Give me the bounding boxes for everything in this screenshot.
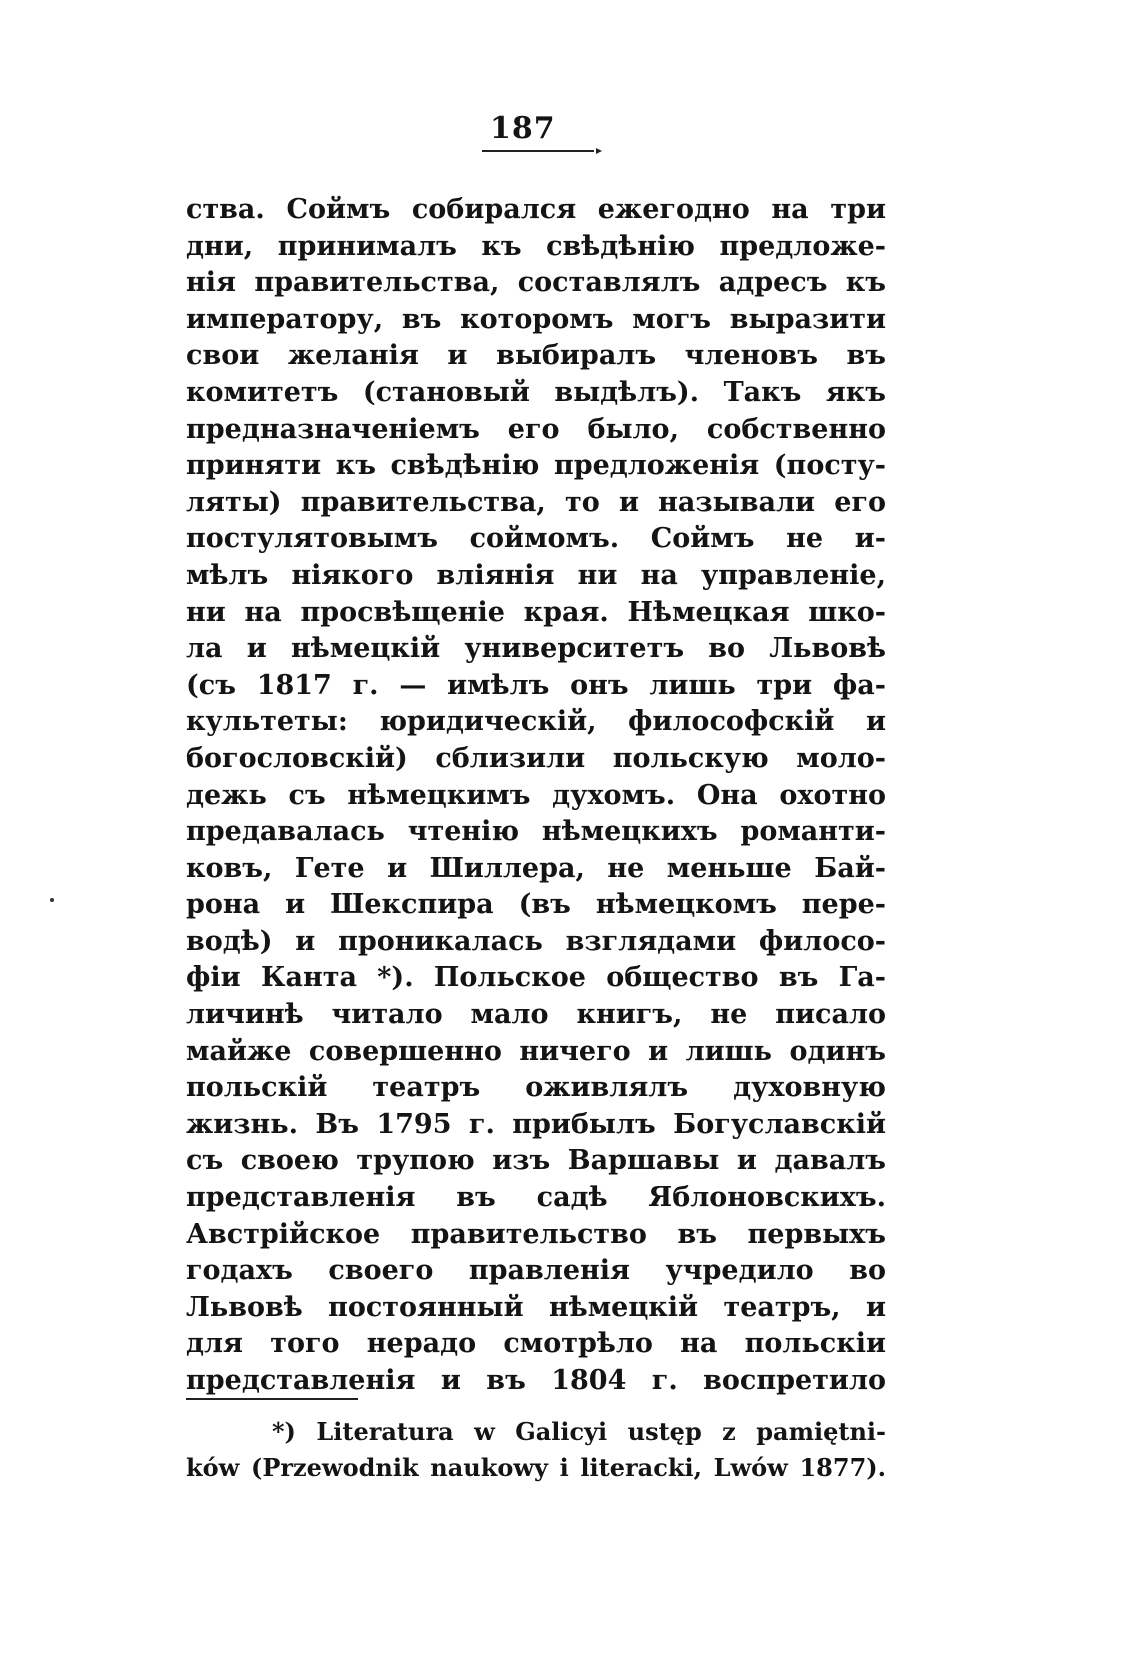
text-line: ла и нѣмецкій университетъ во Львовѣ [186, 633, 886, 665]
text-line: богословскій) сблизили польскую моло- [186, 742, 886, 774]
text-line: представленія и въ 1804 г. воспретило [186, 1365, 886, 1396]
text-line: водѣ) и проникалась взглядами филосо- [186, 925, 886, 957]
text-line: приняти къ свѣдѣнію предложенія (посту- [186, 450, 886, 482]
text-line: Австрійское правительство въ первыхъ [186, 1218, 886, 1250]
body-text [186, 192, 886, 1400]
text-line: годахъ своего правленія учредило во [186, 1255, 886, 1287]
text-line: фіи Канта *). Польское общество въ Га- [186, 962, 886, 994]
text-line: представленія въ садѣ Яблоновскихъ. [186, 1182, 886, 1214]
text-line: рона и Шекспира (въ нѣмецкомъ пере- [186, 889, 886, 921]
footnote [186, 1414, 886, 1486]
text-line: императору, въ которомъ могъ выразити [186, 303, 886, 335]
text-line: дни, принималъ къ свѣдѣнію предложе- [186, 230, 886, 262]
text-line: нія правительства, составлялъ адресъ къ [186, 267, 886, 299]
text-line: предназначеніемъ его было, собственно [186, 413, 886, 445]
text-line: жизнь. Въ 1795 г. прибылъ Богуславскій [186, 1108, 886, 1140]
page-number: 187 [490, 111, 556, 146]
page-number-underline [482, 150, 594, 152]
footnote-line: ków (Przewodnik naukowy i literacki, Lwów 1877). [186, 1453, 886, 1482]
text-line: для того нерадо смотрѣло на польскіи [186, 1328, 886, 1360]
text-line: личинѣ читало мало книгъ, не писало [186, 999, 886, 1031]
text-line: польскій театръ оживлялъ духовную [186, 1072, 886, 1104]
text-line: ляты) правительства, то и называли его [186, 486, 886, 518]
text-line: постулятовымъ соймомъ. Соймъ не и- [186, 523, 886, 555]
text-line: (съ 1817 г. — имѣлъ онъ лишь три фа- [186, 669, 886, 701]
text-line: культеты: юридическій, философскій и [186, 706, 886, 738]
text-line: ни на просвѣщеніе края. Нѣмецкая шко- [186, 596, 886, 628]
text-line: Львовѣ постоянный нѣмецкій театръ, и [186, 1291, 886, 1323]
text-line: съ своею трупою изъ Варшавы и давалъ [186, 1145, 886, 1177]
text-line: ковъ, Гете и Шиллера, не меньше Бай- [186, 852, 886, 884]
text-line: предавалась чтенію нѣмецкихъ романти- [186, 816, 886, 848]
text-line: мѣлъ ніякого вліянія ни на управленіе, [186, 559, 886, 591]
text-line: дежь съ нѣмецкимъ духомъ. Она охотно [186, 779, 886, 811]
margin-speck [50, 898, 54, 902]
footnote-line: *) Literatura w Galicyi ustęp z pamiętni- [272, 1417, 886, 1446]
footnote-separator [186, 1398, 358, 1400]
text-line: комитетъ (становый выдѣлъ). Такъ якъ [186, 376, 886, 408]
text-line: ства. Соймъ собирался ежегодно на три [186, 194, 886, 225]
text-line: майже совершенно ничего и лишь одинъ [186, 1035, 886, 1067]
text-line: свои желанія и выбиралъ членовъ въ [186, 340, 886, 372]
